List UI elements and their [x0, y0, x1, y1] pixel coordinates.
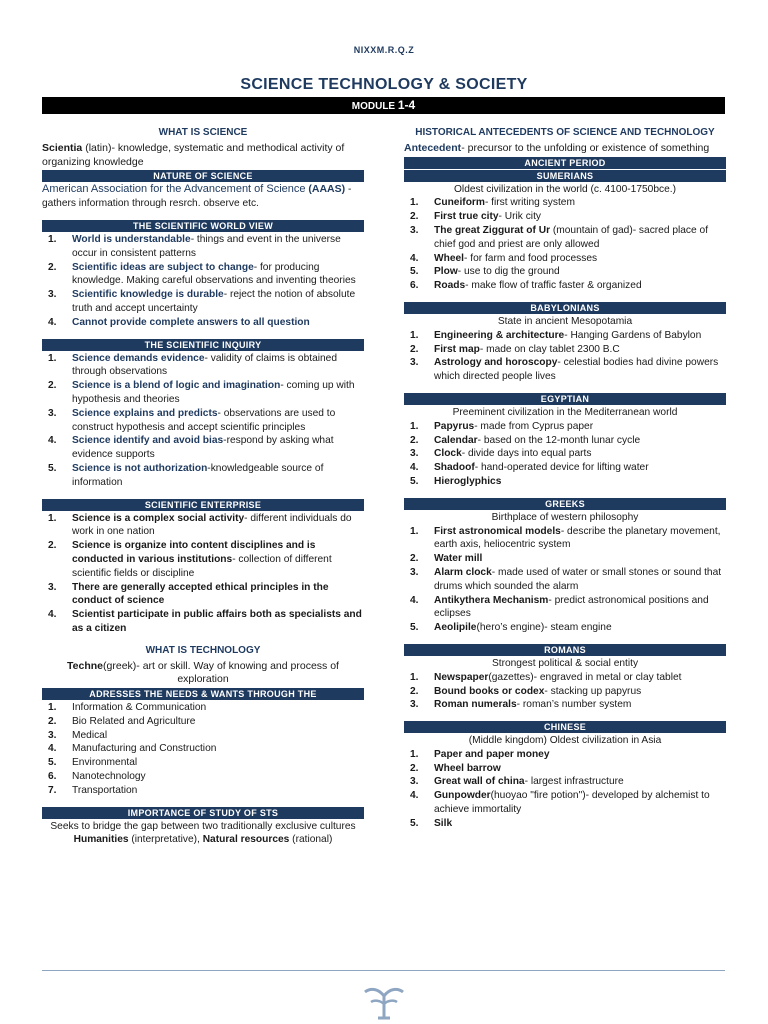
- ancient-period-bar: ANCIENT PERIOD: [404, 157, 726, 169]
- item-keyword: Roman numerals: [434, 699, 517, 711]
- item-keyword: Scientific ideas are subject to change: [72, 261, 254, 273]
- what-is-science-heading: WHAT IS SCIENCE: [158, 127, 248, 138]
- romans-list: [404, 671, 726, 712]
- antecedent-definition: [404, 142, 726, 156]
- enterprise-item-3: [42, 581, 364, 609]
- item-text: - for farm and food processes: [464, 252, 598, 264]
- humanities-text: (interpretative),: [128, 834, 203, 846]
- item-keyword: Clock: [434, 448, 462, 460]
- item-keyword: Roads: [434, 280, 466, 292]
- list-number: 4.: [410, 252, 419, 264]
- technology-item-1: [42, 701, 364, 715]
- egyptian-item-3: [404, 447, 726, 461]
- list-number: 2.: [410, 434, 419, 446]
- scientific-inquiry-bar: THE SCIENTIFIC INQUIRY: [42, 339, 364, 351]
- item-keyword: Wheel: [434, 252, 465, 264]
- enterprise-item-2: [42, 539, 364, 580]
- item-keyword: Calendar: [434, 434, 478, 446]
- item-text: - first writing system: [484, 197, 575, 209]
- list-number: 2.: [410, 762, 419, 774]
- list-number: 3.: [410, 224, 419, 236]
- aaas-abbr: (AAAS): [308, 183, 346, 196]
- chinese-intro: (Middle kingdom) Oldest civilization in Asia: [468, 735, 662, 747]
- sumerians-item-3: [404, 224, 726, 252]
- list-number: 1.: [48, 512, 57, 524]
- list-number: 2.: [410, 685, 419, 697]
- inquiry-item-4: [42, 434, 364, 462]
- list-number: 4.: [48, 316, 57, 328]
- inquiry-item-5: [42, 462, 364, 490]
- item-text: Medical: [72, 729, 108, 741]
- babylonians-intro: State in ancient Mesopotamia: [497, 315, 633, 327]
- greeks-intro: Birthplace of western philosophy: [491, 511, 639, 523]
- technology-item-2: [42, 715, 364, 729]
- sumerians-item-5: [404, 265, 726, 279]
- list-number: 2.: [48, 715, 57, 727]
- list-number: 4.: [48, 609, 57, 621]
- inquiry-item-3: [42, 407, 364, 435]
- item-text: - collection of different scientific fields or discipline: [72, 553, 332, 579]
- techne-text: (greek)- art or skill. Way of knowing and process of exploration: [103, 659, 339, 686]
- enterprise-item-1: [42, 512, 364, 540]
- list-number: 4.: [410, 594, 419, 606]
- item-text: - for producing knowledge. Making careful observations and inventing theories: [72, 261, 356, 287]
- babylonians-list: [404, 329, 726, 384]
- techne-definition: [42, 660, 364, 688]
- item-text: - validity of claims is obtained through observations: [72, 352, 338, 378]
- item-text: -knowledgeable source of information: [72, 462, 324, 488]
- sumerians-bar: SUMERIANS: [404, 170, 726, 182]
- romans-intro: Strongest political & social entity: [491, 657, 639, 669]
- item-keyword: Science explains and predicts: [72, 407, 218, 419]
- scientific-enterprise-list: [42, 512, 364, 636]
- egyptian-bar: EGYPTIAN: [404, 393, 726, 405]
- list-number: 3.: [410, 566, 419, 578]
- aaas-definition: [42, 183, 364, 211]
- item-text: - roman’s number system: [516, 699, 632, 711]
- item-keyword: There are generally accepted ethical principles in the conduct of science: [72, 581, 329, 607]
- module-prefix: MODULE: [351, 101, 398, 112]
- list-number: 1.: [410, 329, 419, 341]
- technology-item-4: [42, 742, 364, 756]
- romans-bar: ROMANS: [404, 644, 726, 656]
- list-number: 5.: [410, 817, 419, 829]
- item-text: -respond by asking what evidence supports: [72, 435, 334, 461]
- scientia-text: (latin)- knowledge, systematic and methodical activity of organizing knowledge: [42, 141, 345, 168]
- list-number: 3.: [48, 289, 57, 301]
- item-keyword: Scientist participate in public affairs both as specialists and as a citizen: [72, 609, 362, 634]
- greeks-item-4: [404, 594, 726, 622]
- egyptian-intro: Preeminent civilization in the Mediterranean world: [452, 406, 678, 418]
- chinese-list: [404, 748, 726, 831]
- natural-resources-text: (rational): [289, 834, 333, 846]
- item-text: Information & Communication: [72, 702, 207, 714]
- item-text: - different individuals do work in one nation: [72, 512, 352, 538]
- item-keyword: Silk: [434, 817, 453, 829]
- item-keyword: Science is not authorization: [72, 462, 208, 474]
- item-text: - coming up with hypothesis and theories: [72, 380, 355, 405]
- item-text: (hero’s engine)- steam engine: [476, 622, 612, 634]
- item-keyword: The great Ziggurat of Ur: [434, 224, 551, 236]
- item-text: - hand-operated device for lifting water: [474, 462, 649, 474]
- world-view-bar: THE SCIENTIFIC WORLD VIEW: [42, 220, 364, 232]
- item-keyword: Cuneiform: [434, 197, 485, 209]
- item-text: - made from Cyprus paper: [474, 420, 594, 432]
- item-keyword: Paper and paper money: [434, 748, 550, 760]
- enterprise-item-4: [42, 608, 364, 636]
- scientia-definition: [42, 142, 364, 170]
- right-column: [404, 126, 726, 831]
- item-keyword: Bound books or codex: [434, 685, 545, 697]
- sumerians-item-4: [404, 252, 726, 266]
- romans-item-3: [404, 698, 726, 712]
- item-keyword: Engineering & architecture: [434, 329, 565, 341]
- item-keyword: Hieroglyphics: [434, 475, 502, 487]
- item-text: - Hanging Gardens of Babylon: [564, 329, 702, 341]
- greeks-item-3: [404, 566, 726, 594]
- item-text: (huoyao "fire potion")- developed by alchemist to achieve immortality: [434, 790, 710, 816]
- romans-item-1: [404, 671, 726, 685]
- list-number: 6.: [410, 280, 419, 292]
- list-number: 2.: [410, 553, 419, 565]
- list-number: 5.: [410, 475, 419, 487]
- list-number: 4.: [410, 790, 419, 802]
- item-text: - describe the planetary movement, earth axis, heliocentric system: [434, 525, 721, 551]
- item-keyword: Cannot provide complete answers to all question: [72, 316, 310, 328]
- footer-rule: [42, 970, 725, 971]
- page-title: SCIENCE TECHNOLOGY & SOCIETY: [240, 76, 528, 93]
- list-number: 3.: [48, 581, 57, 593]
- needs-wants-bar: ADRESSES THE NEEDS & WANTS THROUGH THE: [42, 688, 364, 700]
- item-keyword: First map: [434, 343, 480, 355]
- egyptian-item-5: [404, 475, 726, 489]
- list-number: 5.: [48, 757, 57, 769]
- egyptian-list: [404, 420, 726, 489]
- item-text: - made used of water or small stones or sound that drums which sounded the alarm: [434, 566, 722, 592]
- natural-resources-term: Natural resources: [202, 834, 290, 846]
- item-keyword: Newspaper: [434, 671, 489, 683]
- sumerians-item-6: [404, 279, 726, 293]
- greeks-bar: GREEKS: [404, 498, 726, 510]
- list-number: 4.: [48, 435, 57, 447]
- scientia-term: Scientia: [42, 141, 83, 154]
- world-view-item-2: [42, 261, 364, 289]
- technology-item-5: [42, 756, 364, 770]
- egyptian-item-1: [404, 420, 726, 434]
- inquiry-item-1: [42, 352, 364, 380]
- sumerians-intro: Oldest civilization in the world (c. 4100-1750bce.): [454, 183, 676, 195]
- item-keyword: Great wall of china: [434, 776, 525, 788]
- list-number: 7.: [48, 784, 57, 796]
- item-text: - made on clay tablet 2300 B.C: [479, 343, 620, 355]
- what-is-technology-heading: WHAT IS TECHNOLOGY: [145, 644, 261, 656]
- item-text: - reject the notion of absolute truth and accept uncertainty: [72, 289, 356, 314]
- nature-of-science-bar: NATURE OF SCIENCE: [42, 170, 364, 182]
- item-keyword: Science demands evidence: [72, 352, 205, 364]
- humanities-term: Humanities: [73, 834, 129, 846]
- greeks-item-2: [404, 552, 726, 566]
- module-bar: [42, 97, 725, 114]
- list-number: 3.: [410, 448, 419, 460]
- item-keyword: First astronomical models: [434, 525, 561, 537]
- item-text: - divide days into equal parts: [461, 448, 592, 460]
- scientific-enterprise-bar: SCIENTIFIC ENTERPRISE: [42, 499, 364, 511]
- list-number: 1.: [410, 197, 419, 209]
- item-keyword: Aeolipile: [434, 622, 477, 634]
- inquiry-item-2: [42, 379, 364, 407]
- item-text: - based on the 12-month lunar cycle: [477, 434, 641, 446]
- item-keyword: Science is a complex social activity: [72, 512, 245, 524]
- antecedent-term: Antecedent: [404, 141, 462, 154]
- list-number: 4.: [48, 743, 57, 755]
- aaas-desc: - gathers information through resrch. observe etc.: [42, 184, 352, 210]
- item-text: Manufacturing and Construction: [72, 743, 217, 755]
- item-keyword: Science identify and avoid bias: [72, 435, 224, 447]
- item-text: (mountain of gad)- sacred place of chief god and priest are only allowed: [434, 224, 709, 250]
- list-number: 3.: [410, 776, 419, 788]
- item-keyword: Alarm clock: [434, 566, 492, 578]
- chinese-item-4: [404, 789, 726, 817]
- list-number: 1.: [410, 525, 419, 537]
- chinese-item-1: [404, 748, 726, 762]
- item-keyword: Plow: [434, 266, 458, 278]
- list-number: 6.: [48, 771, 57, 783]
- greeks-item-1: [404, 525, 726, 553]
- technology-areas-list: [42, 701, 364, 798]
- egyptian-item-4: [404, 461, 726, 475]
- item-keyword: Shadoof: [434, 462, 475, 474]
- item-keyword: Science is organize into content disciplines and is conducted in various institutions: [72, 540, 316, 565]
- sumerians-item-2: [404, 210, 726, 224]
- aaas-org: American Association for the Advancement of Science: [42, 183, 306, 196]
- list-number: 1.: [48, 702, 57, 714]
- list-number: 5.: [410, 622, 419, 634]
- techne-term: Techne: [67, 659, 104, 672]
- list-number: 3.: [48, 407, 57, 419]
- list-number: 3.: [410, 699, 419, 711]
- list-number: 1.: [410, 671, 419, 683]
- egyptian-item-2: [404, 434, 726, 448]
- list-number: 5.: [48, 462, 57, 474]
- importance-cultures: [42, 833, 364, 847]
- item-keyword: Antikythera Mechanism: [434, 594, 549, 606]
- babylonians-item-2: [404, 343, 726, 357]
- world-view-list: [42, 233, 364, 330]
- item-text: - celestial bodies had divine powers which directed people lives: [434, 357, 719, 383]
- importance-sts-bar: IMPORTANCE OF STUDY OF STS: [42, 807, 364, 819]
- scientific-inquiry-list: [42, 352, 364, 490]
- babylonians-item-1: [404, 329, 726, 343]
- greeks-list: [404, 525, 726, 635]
- list-number: 2.: [48, 380, 57, 392]
- list-number: 1.: [410, 420, 419, 432]
- romans-item-2: [404, 685, 726, 699]
- author-name: NIXXM.R.Q.Z: [353, 45, 415, 55]
- technology-item-6: [42, 770, 364, 784]
- item-keyword: Water mill: [434, 553, 483, 565]
- chinese-item-3: [404, 775, 726, 789]
- left-column: [42, 126, 364, 847]
- item-text: - stacking up papyrus: [544, 685, 642, 697]
- item-keyword: Scientific knowledge is durable: [72, 289, 224, 301]
- list-number: 2.: [410, 343, 419, 355]
- item-text: - make flow of traffic faster & organized: [465, 280, 642, 292]
- list-number: 1.: [48, 352, 57, 364]
- item-text: Environmental: [72, 757, 138, 769]
- babylonians-item-3: [404, 356, 726, 384]
- greeks-item-5: [404, 621, 726, 635]
- item-keyword: World is understandable: [72, 233, 191, 245]
- technology-item-3: [42, 729, 364, 743]
- item-keyword: Science is a blend of logic and imagination: [72, 380, 281, 392]
- list-number: 2.: [48, 540, 57, 552]
- item-keyword: Papyrus: [434, 420, 475, 432]
- sumerians-list: [404, 196, 726, 293]
- item-text: - largest infrastructure: [524, 776, 624, 788]
- list-number: 2.: [410, 211, 419, 223]
- technology-item-7: [42, 784, 364, 798]
- item-keyword: Gunpowder: [434, 790, 491, 802]
- item-text: - predict astronomical positions and eclipses: [434, 594, 709, 620]
- list-number: 3.: [410, 357, 419, 369]
- item-text: - use to dig the ground: [457, 266, 560, 278]
- world-view-item-3: [42, 288, 364, 316]
- tree-logo-icon: [362, 980, 406, 1020]
- module-number: 1-4: [397, 98, 416, 112]
- historical-antecedents-heading: HISTORICAL ANTECEDENTS OF SCIENCE AND TECHNOLOGY: [415, 127, 715, 138]
- importance-text: Seeks to bridge the gap between two traditionally exclusive cultures: [50, 820, 356, 832]
- item-text: Bio Related and Agriculture: [72, 715, 196, 727]
- item-keyword: Wheel barrow: [434, 762, 501, 774]
- item-text: - Urik city: [498, 211, 541, 223]
- sumerians-item-1: [404, 196, 726, 210]
- list-number: 1.: [48, 233, 57, 245]
- world-view-item-1: [42, 233, 364, 261]
- item-text: - things and event in the universe occur in consistent patterns: [72, 233, 341, 259]
- chinese-item-2: [404, 762, 726, 776]
- antecedent-text: - precursor to the unfolding or existence of something: [461, 141, 710, 154]
- babylonians-bar: BABYLONIANS: [404, 302, 726, 314]
- chinese-bar: CHINESE: [404, 721, 726, 733]
- item-text: - observations are used to construct hypothesis and accept scientific principles: [72, 407, 336, 433]
- item-text: Nanotechnology: [72, 771, 146, 783]
- chinese-item-5: [404, 817, 726, 831]
- list-number: 5.: [410, 266, 419, 278]
- item-keyword: Astrology and horoscopy: [434, 357, 558, 369]
- list-number: 1.: [410, 748, 419, 760]
- item-text: (gazettes)- engraved in metal or clay tablet: [488, 671, 682, 683]
- list-number: 4.: [410, 462, 419, 474]
- list-number: 2.: [48, 261, 57, 273]
- item-keyword: First true city: [434, 211, 499, 223]
- list-number: 3.: [48, 729, 57, 741]
- world-view-item-4: [42, 316, 364, 330]
- item-text: Transportation: [72, 784, 138, 796]
